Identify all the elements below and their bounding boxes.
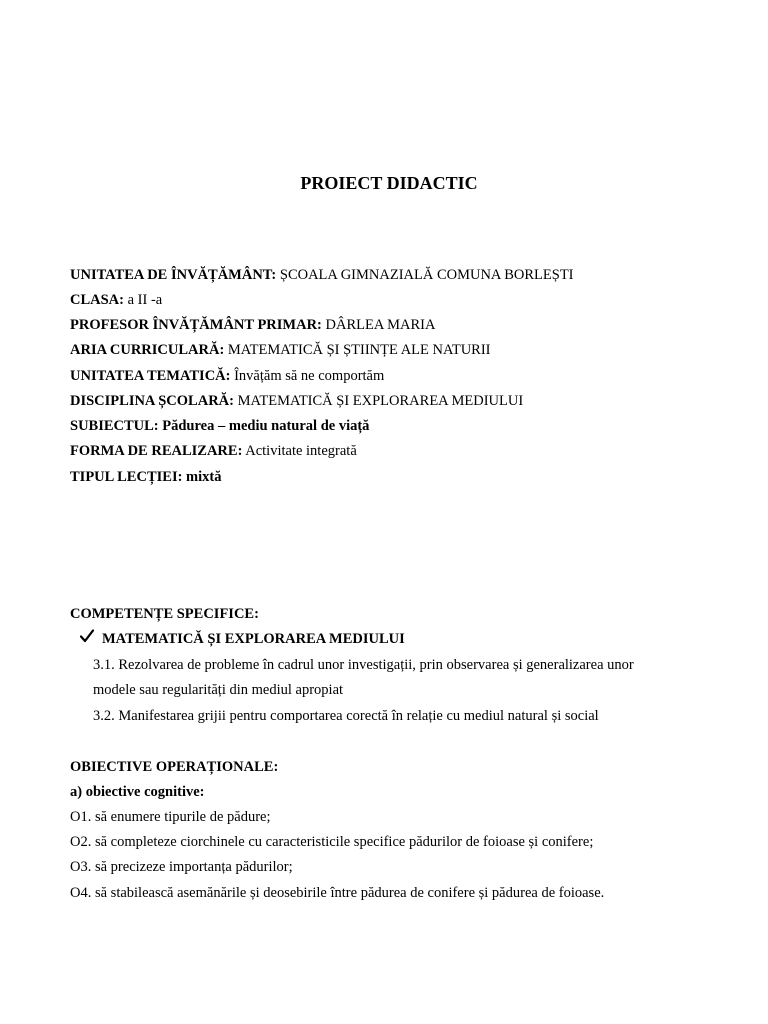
competence-item: 3.1. Rezolvarea de probleme în cadrul unor investigații, prin observarea și generalizarea unor [93,657,634,673]
field-value: ȘCOALA GIMNAZIALĂ COMUNA BORLEȘTI [279,267,574,283]
field-forma [70,441,357,461]
objective-item: O4. să stabilească asemănările și deosebirile între pădurea de conifere și pădurea de foioase. [70,885,605,901]
objective-item: O1. să enumere tipurile de pădure; [70,809,271,825]
field-value: Activitate integrată [245,443,357,459]
competence-item-continued: modele sau regularități din mediul apropiat [93,682,344,698]
field-label: SUBIECTUL: [70,418,159,434]
field-value: a II -a [127,292,163,308]
competences-subject [80,629,405,649]
field-profesor [70,315,435,335]
field-value: MATEMATICĂ ȘI EXPLORAREA MEDIULUI [237,393,524,409]
field-label: UNITATEA DE ÎNVĂȚĂMÂNT: [70,267,277,283]
field-label: PROFESOR ÎNVĂȚĂMÂNT PRIMAR: [70,317,322,333]
competences-heading-text: COMPETENȚE SPECIFICE: [70,606,259,622]
field-value: mixtă [186,469,222,485]
field-label: CLASA: [70,292,124,308]
field-aria [70,340,491,360]
objective-item: O3. să precizeze importanța pădurilor; [70,859,293,875]
field-value: MATEMATICĂ ȘI ȘTIINȚE ALE NATURII [227,342,491,358]
competences-subject-text: MATEMATICĂ ȘI EXPLORAREA MEDIULUI [102,631,405,647]
objective-item: O2. să completeze ciorchinele cu caracteristicile specifice pădurilor de foioase și conifere; [70,834,594,850]
field-label: FORMA DE REALIZARE: [70,443,243,459]
field-tipul [70,467,221,487]
field-label: TIPUL LECȚIEI: [70,469,183,485]
competence-item: 3.2. Manifestarea grijii pentru comportarea corectă în relație cu mediul natural și social [93,708,599,724]
competences-heading [70,604,259,624]
field-clasa [70,290,162,310]
field-label: UNITATEA TEMATICĂ: [70,368,231,384]
objectives-heading [70,757,278,777]
field-label: DISCIPLINA ȘCOLARĂ: [70,393,234,409]
objectives-subheading-text: a) obiective cognitive: [70,784,205,800]
objectives-heading-text: OBIECTIVE OPERAȚIONALE: [70,759,279,775]
field-value: DÂRLEA MARIA [325,317,436,333]
checkmark-icon [80,629,94,643]
field-label: ARIA CURRICULARĂ: [70,342,225,358]
field-disciplina [70,391,523,411]
field-value: Pădurea – mediu natural de viață [162,418,370,434]
field-value: Învățăm să ne comportăm [234,368,385,384]
field-subiectul [70,416,369,436]
objectives-subheading [70,782,205,802]
field-unitatea-tematica [70,366,384,386]
document-title: PROIECT DIDACTIC [300,173,478,193]
field-unitatea [70,265,574,285]
